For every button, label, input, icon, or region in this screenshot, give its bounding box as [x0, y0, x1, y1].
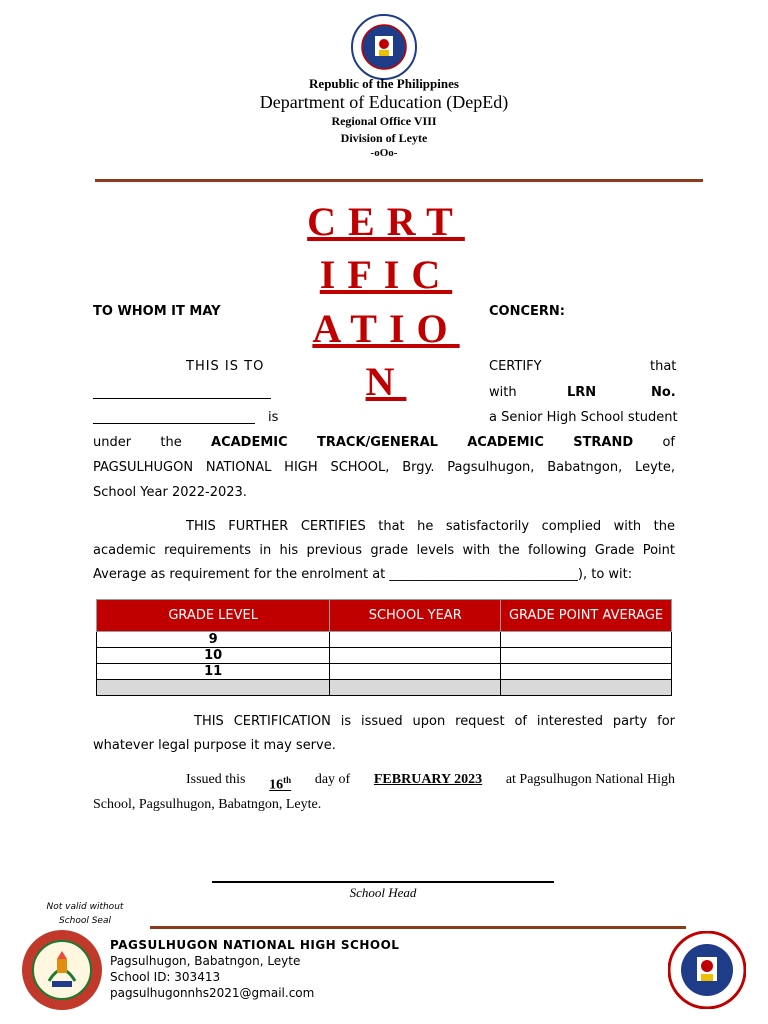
footer-school-name: PAGSULHUGON NATIONAL HIGH SCHOOL: [110, 938, 400, 952]
strand-word: STRAND: [573, 435, 634, 450]
table-row: [97, 632, 672, 648]
footer-email: pagsulhugonnhs2021@gmail.com: [110, 986, 315, 1000]
title-line-4: N: [365, 359, 407, 404]
issuance-line-4: School, Pagsulhugon, Babatngon, Leyte.: [93, 797, 322, 812]
strand-line: [93, 431, 675, 455]
title-line-3: ATIO: [312, 306, 460, 351]
further-line-2: academic requirements in his previous grade levels with the following Grade Point: [93, 543, 675, 558]
title-line-2: IFIC: [319, 252, 453, 297]
issuance-line-1: THIS CERTIFICATION is issued upon request of interested party for: [194, 714, 675, 729]
track-word: TRACK/GENERAL: [316, 435, 438, 450]
table-header-row: [97, 600, 672, 632]
cell-year: [330, 664, 501, 680]
further-line-3: Average as requirement for the enrolment at _____________________________), to wit:: [93, 567, 633, 582]
title-line-1: CERT: [307, 199, 465, 244]
department-label: Department of Education (DepEd): [259, 92, 509, 112]
issued-month: FEBRUARY 2023: [373, 772, 483, 787]
academic-word-2: ACADEMIC: [467, 435, 544, 450]
cell-grade: 11: [97, 664, 330, 680]
cell-gpa: [501, 680, 672, 696]
of-word: of: [662, 435, 675, 450]
table-row: [97, 680, 672, 696]
issuance-line-2: whatever legal purpose it may serve.: [93, 738, 336, 753]
signature-label: School Head: [349, 885, 417, 900]
issued-day-number: 16: [269, 777, 284, 793]
grades-table: [96, 599, 672, 696]
validity-note-line-1: Not valid without: [46, 902, 124, 912]
deped-seal-top: [351, 14, 417, 80]
issued-day-of: day of: [314, 772, 351, 787]
cell-grade: 10: [97, 648, 330, 664]
signature-line: [212, 881, 554, 883]
issued-this: Issued this: [186, 772, 246, 787]
deped-seal-footer: [668, 931, 746, 1009]
header-grade-level: GRADE LEVEL: [97, 600, 330, 632]
salutation-left: TO WHOM IT MAY: [93, 304, 221, 319]
cell-gpa: [501, 648, 672, 664]
validity-note-line-2: School Seal: [58, 916, 111, 926]
republic-label: Republic of the Philippines: [309, 76, 459, 91]
header-divider: -oOo-: [370, 147, 398, 159]
header-rule: [95, 179, 703, 182]
cell-year: [330, 648, 501, 664]
cell-grade: [97, 680, 330, 696]
is-word: is: [268, 410, 279, 425]
cell-gpa: [501, 632, 672, 648]
footer-rule: [150, 926, 686, 929]
region-label: Regional Office VIII: [331, 114, 437, 128]
student-text: a Senior High School student: [489, 410, 678, 425]
validity-note: [40, 900, 130, 928]
the-word: the: [160, 435, 182, 450]
cell-year: [330, 680, 501, 696]
issued-day-suffix: th: [283, 775, 292, 785]
footer-address: Pagsulhugon, Babatngon, Leyte: [110, 954, 301, 968]
cell-grade: 9: [97, 632, 330, 648]
cell-year: [330, 632, 501, 648]
table-row: [97, 648, 672, 664]
school-year-line: School Year 2022-2023.: [93, 485, 247, 500]
under-word: under: [93, 435, 132, 450]
school-line: PAGSULHUGON NATIONAL HIGH SCHOOL, Brgy. Pagsulhugon, Babatngon, Leyte,: [93, 460, 675, 475]
salutation-right: CONCERN:: [489, 304, 565, 319]
name-blank-line: [93, 398, 271, 399]
this-is-to: THIS IS TO: [186, 359, 265, 374]
certify-that: that: [650, 359, 677, 374]
cell-gpa: [501, 664, 672, 680]
with-word: with: [489, 385, 517, 400]
certify-word: CERTIFY: [489, 359, 542, 374]
further-line-1: THIS FURTHER CERTIFIES that he satisfactorily complied with the: [186, 519, 675, 534]
division-label: Division of Leyte: [340, 131, 428, 145]
lrn-no-label: No.: [651, 385, 676, 400]
header-school-year: SCHOOL YEAR: [330, 600, 501, 632]
certification-title: [296, 196, 476, 408]
footer-school-block: [110, 937, 399, 1001]
school-seal: [21, 929, 103, 1011]
issued-at: at Pagsulhugon National High: [505, 772, 675, 787]
lrn-label: LRN: [567, 385, 597, 400]
lrn-blank-line: [93, 423, 255, 424]
table-row: [97, 664, 672, 680]
header-gpa: GRADE POINT AVERAGE: [501, 600, 672, 632]
academic-word: ACADEMIC: [211, 435, 288, 450]
footer-school-id: School ID: 303413: [110, 970, 221, 984]
